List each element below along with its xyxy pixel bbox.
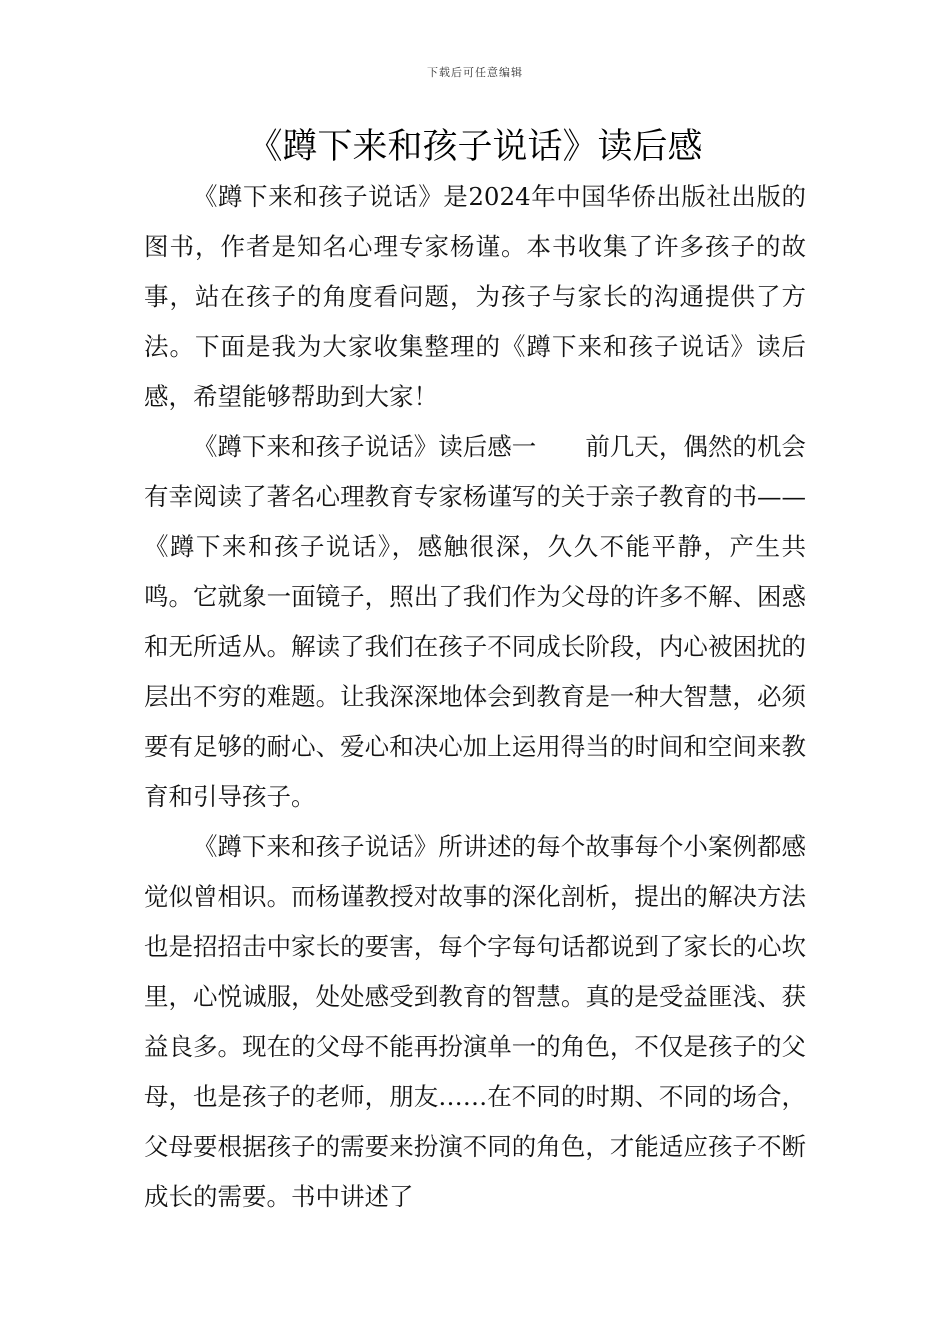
document-body — [144, 172, 806, 1222]
document-title: 《蹲下来和孩子说话》读后感 — [247, 127, 703, 167]
header-note: 下载后可任意编辑 — [427, 66, 523, 79]
paragraph-review-two: 《蹲下来和孩子说话》所讲述的每个故事每个小案例都感觉似曾相识。而杨谨教授对故事的深化剖析，提出的解决方法也是招招击中家长的要害，每个字每句话都说到了家长的心坎里，心悦诚服，处处感受到教育的智慧。真的是受益匪浅、获益良多。现在的父母不能再扮演单一的角色，不仅是孩子的父母，也是孩子的老师，朋友……在不同的时期、不同的场合，父母要根据孩子的需要来扮演不同的角色，才能适应孩子不断成长的需要。书中讲述了 — [144, 832, 806, 1211]
paragraph-review-one: 《蹲下来和孩子说话》读后感一 前几天，偶然的机会有幸阅读了著名心理教育专家杨谨写的关于亲子教育的书——《蹲下来和孩子说话》，感触很深，久久不能平静，产生共鸣。它就象一面镜子，照出了我们作为父母的许多不解、困惑和无所适从。解读了我们在孩子不同成长阶段，内心被困扰的层出不穷的难题。让我深深地体会到教育是一种大智慧，必须要有足够的耐心、爱心和决心加上运用得当的时间和空间来教育和引导孩子。 — [144, 432, 806, 811]
paragraph-intro: 《蹲下来和孩子说话》是2024年中国华侨出版社出版的图书，作者是知名心理专家杨谨。本书收集了许多孩子的故事，站在孩子的角度看问题，为孩子与家长的沟通提供了方法。下面是我为大家收集整理的《蹲下来和孩子说话》读后感，希望能够帮助到大家！ — [144, 182, 806, 411]
